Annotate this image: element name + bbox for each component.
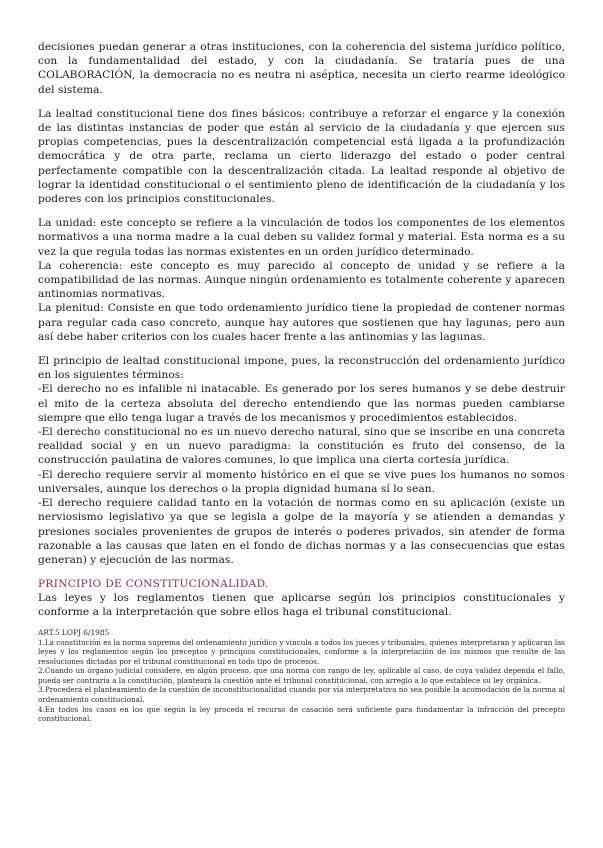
article-item-4: 4.En todos los casos en los que según la ley proceda el recurso de casación será suficiente para fundamentar la infracción del precepto constitucional. bbox=[38, 704, 565, 724]
paragraph-plenitud: La plenitud: Consiste en que todo ordenamiento jurídico tiene la propiedad de contener normas para regular cada caso concreto, aunque hay autores que sostienen que hay lagunas, pero aun así debe haber criterios con los cuales hacer frente a las antinomias y las lagunas. bbox=[38, 302, 565, 343]
paragraph-lealtad-fines: La lealtad constitucional tiene dos fines básicos: contribuye a reforzar el engarce y la conexión de las distintas instancias de poder que están al servicio de la ciudadanía y que ejercen sus propias competencias, pues la descentralización competencial está ligada a la profundización democrática y de otra parte, reclama un cierto liderazgo del estado o poder central perfectamente compatible con la descentralización citada. La lealtad responde al objetivo de lograr la identidad constitucional o el sentimiento pleno de identificación de la ciudadanía y los poderes con los principios constitucionales. bbox=[38, 107, 565, 206]
article-item-2: 2.Cuando un órgano judicial considere, en algún proceso, que una norma con rango de ley, aplicable al caso, de cuya validez dependa el fallo, pueda ser contraria a la constitución, planteará la cuestión ante el tribunal constitucional, con arreglo a lo que establece su ley orgánica. bbox=[38, 666, 565, 685]
list-item-infalible: -El derecho no es infalible ni inatacable. Es generado por los seres humanos y se debe destruir el mito de la certeza absoluta del derecho entendiendo que las normas pueden cambiarse siempre que ello tenga lugar a través de los mecanismos y procedimientos establecidos. bbox=[38, 383, 565, 424]
article-reference: ART.5 LOPJ 6/1985 bbox=[38, 627, 110, 637]
paragraph-unidad: La unidad: este concepto se refiere a la vinculación de todos los componentes de los elementos normativos a una norma madre a la cual deben su validez formal y material. Esta norma es a su vez la que regula todas las normas existentes en un orden jurídico determinado. bbox=[38, 217, 565, 258]
article-item-1: 1.La constitución es la norma suprema del ordenamiento jurídico y vincula a todos los jueces y tribunales, quienes interpretaran y aplicaran las leyes y los reglamentos según los preceptos y principios constitucionales, conforme a la interpretación de los mismos que resulte de las resoluciones dictadas por el tribunal constitucional en todo tipo de procesos. bbox=[38, 637, 565, 666]
paragraph-colaboracion: decisiones puedan generar a otras instituciones, con la coherencia del sistema jurídico político, con la fundamentalidad del estado, y con la ciudadanía. Se trataría pues de una COLABORACIÓN, la democracia no es neutra ni aséptica, necesita un cierto rearme ideológico del sistema. bbox=[38, 41, 565, 96]
list-item-momento-historico: -El derecho requiere servir al momento histórico en el que se vive pues los humanos no somos universales, aunque los derechos o la propia dignidad humana sí lo sean. bbox=[38, 468, 565, 495]
section-heading: PRINCIPIO DE CONSTITUCIONALIDAD. bbox=[38, 578, 269, 591]
list-item-calidad: -El derecho requiere calidad tanto en la votación de normas como en su aplicación (existe un nerviosismo legislativo ya que se legisla a golpe de la mayoría y se atienden a demandas y presiones sociales provenientes de grupos de interés o poderes privados, sin atender de forma razonable a las causas que laten en el fondo de dichas normas y a las consecuencias que estas generan) y ejecución de las normas. bbox=[38, 497, 565, 566]
article-item-3: 3.Procederá el planteamiento de la cuestión de inconstitucionalidad cuando por vía interpretativa no sea posible la acomodación de la norma al ordenamiento constitucional. bbox=[38, 685, 565, 705]
paragraph-lealtad-reconstruccion: El principio de lealtad constitucional impone, pues, la reconstrucción del ordenamiento jurídico en los siguientes términos: bbox=[38, 355, 565, 382]
list-item-derecho-natural: -El derecho constitucional no es un nuevo derecho natural, sino que se inscribe en una concreta realidad social y en un nuevo paradigma: la constitución es fruto del consenso, de la construcción paulatina de valores comunes, lo que implica una cierta cortesía jurídica. bbox=[38, 426, 565, 467]
section-intro: Las leyes y los reglamentos tienen que aplicarse según los principios constitucionales y conforme a la interpretación que sobre ellos haga el tribunal constitucional. bbox=[38, 592, 565, 619]
document-page bbox=[38, 40, 565, 724]
paragraph-coherencia: La coherencia: este concepto es muy parecido al concepto de unidad y se refiere a la compatibilidad de las normas. Aunque ningún ordenamiento es totalmente coherente y aparecen antinomias normativas. bbox=[38, 259, 565, 301]
